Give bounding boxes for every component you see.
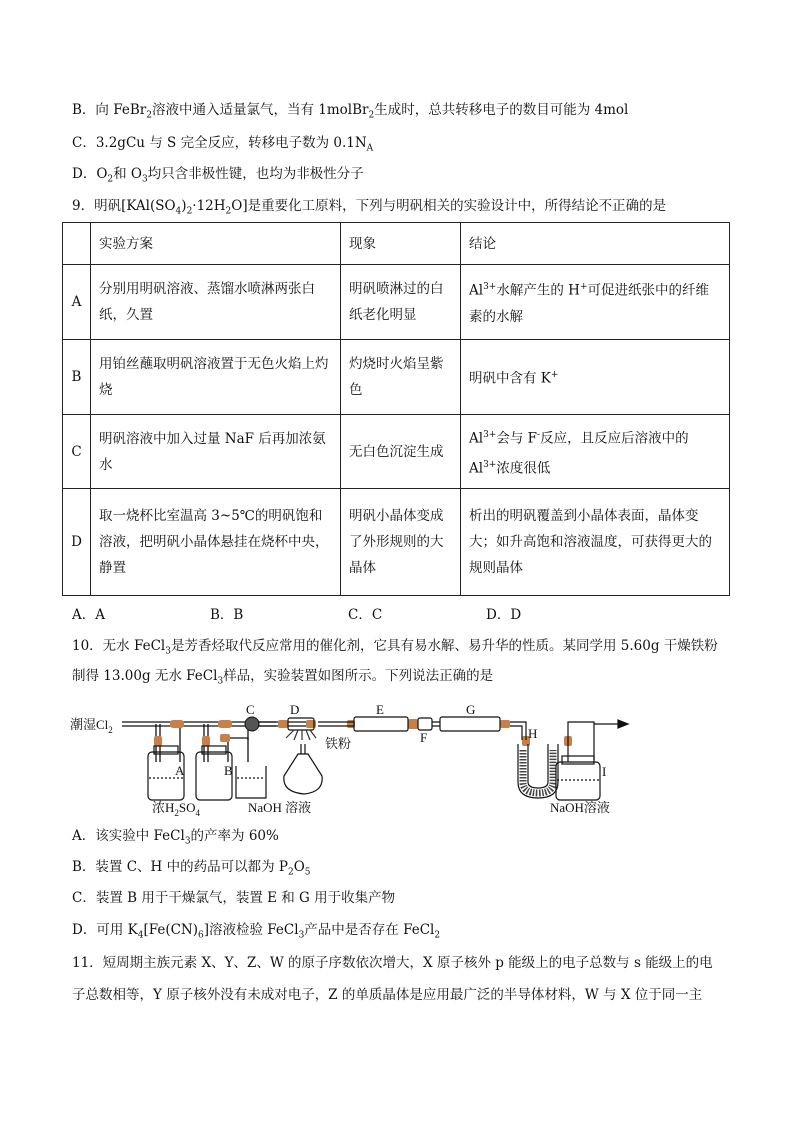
row-plan: 用铂丝蘸取明矾溶液置于无色火焰上灼烧	[91, 340, 341, 415]
row-label: A	[63, 265, 91, 340]
row-conclusion: $Al^{3+}$水解产生的 H+可促进纸张中的纤维素的水解	[461, 265, 730, 340]
q10-stem-line1: 10．无水 FeCl$_3$是芳香烃取代反应常用的催化剂，它具有易水解、易升华的性质。某同学用 5.60g 干燥铁粉	[72, 638, 718, 657]
connector-f	[418, 718, 440, 730]
collection-tube-g	[440, 717, 526, 740]
row-label: B	[63, 340, 91, 415]
iron-powder-label: 铁粉	[325, 736, 352, 751]
tube-connectors	[154, 719, 572, 746]
table-header-row	[63, 223, 730, 265]
q9-stem: 9．明矾$[KAl(SO_4)_2\cdot 12H_2O]$是重要化工原料，下列与明矾相关的实验设计中，所得结论不正确的是	[72, 198, 667, 217]
option-a: A．A	[72, 607, 105, 623]
option-d: D．D	[486, 607, 522, 623]
gas-tubing	[122, 722, 315, 762]
naoh-label-2: NaOH溶液	[550, 800, 610, 815]
apparatus-diagram	[70, 700, 640, 818]
label-i: I	[602, 764, 607, 779]
label-c: C	[246, 702, 255, 717]
table-row	[63, 415, 730, 489]
q11-line1: 11．短周期主族元素 X、Y、Z、W 的原子序数依次增大，X 原子核外 p 能级上的电子总数与 s 能级上的电	[72, 955, 713, 971]
label-f: F	[420, 730, 428, 745]
q8-option-d: D．$O_2$和 $O_3$均只含非极性键，也均为非极性分子	[72, 166, 364, 185]
row-phenomenon: 无白色沉淀生成	[341, 415, 461, 489]
label-a: A	[175, 763, 185, 778]
drying-tube-c	[245, 717, 276, 731]
absorption-bottle-i	[556, 720, 628, 800]
row-phenomenon: 灼烧时火焰呈紫色	[341, 340, 461, 415]
reaction-tube-d	[284, 718, 322, 794]
q10-option-d: D．可用 $K_4[Fe(CN)_6]$溶液检验 FeCl$_3$产品中是否存在 FeCl$_2$	[72, 922, 441, 941]
q8-option-b: B．向 FeBr$_2$溶液中通入适量氯气，当有 1molBr$_2$生成时，总共转移电子的数目可能为 4mol	[72, 102, 629, 121]
row-conclusion: $Al^{3+}$会与 F-反应，且反应后溶液中的 $Al^{3+}$浓度很低	[461, 415, 730, 489]
table-row	[63, 265, 730, 340]
label-h: H	[528, 726, 538, 741]
row-label: C	[63, 415, 91, 489]
label-e: E	[376, 702, 384, 717]
label-g: G	[466, 702, 476, 717]
experiment-table	[62, 222, 730, 596]
option-c: C．C	[348, 607, 383, 623]
q10-option-c: C．装置 B 用于干燥氯气，装置 E 和 G 用于收集产物	[72, 890, 396, 906]
row-conclusion: 析出的明矾覆盖到小晶体表面，晶体变大；如升高饱和溶液温度，可获得更大的规则晶体	[461, 489, 730, 596]
row-label: D	[63, 489, 91, 596]
u-tube-h	[518, 744, 558, 798]
row-plan: 明矾溶液中加入过量 NaF 后再加浓氨水	[91, 415, 341, 489]
header-phenomenon: 现象	[341, 223, 461, 265]
naoh-label-1: NaOH 溶液	[248, 800, 312, 815]
row-phenomenon: 明矾喷淋过的白纸老化明显	[341, 265, 461, 340]
q10-option-a: A．该实验中 FeCl$_3$的产率为 60%	[72, 828, 279, 847]
q10-stem-line2: 制得 13.00g 无水 FeCl$_3$样品，实验装置如图所示。下列说法正确的是	[72, 668, 494, 687]
row-phenomenon: 明矾小晶体变成了外形规则的大晶体	[341, 489, 461, 596]
collection-tube-e	[318, 717, 408, 731]
inlet-label: 潮湿$Cl_2$	[70, 717, 113, 735]
table-corner	[63, 223, 91, 265]
option-b: B．B	[210, 607, 244, 623]
q8-option-c: C．3.2gCu 与 S 完全反应，转移电子数为 $0.1N_A$	[72, 135, 374, 154]
label-b: B	[224, 763, 233, 778]
q10-option-b: B．装置 C、H 中的药品可以都为 $P_2O_5$	[72, 859, 311, 878]
row-conclusion: 明矾中含有 K+	[461, 340, 730, 415]
header-conclusion: 结论	[461, 223, 730, 265]
row-plan: 取一烧杯比室温高 3~5℃的明矾饱和溶液，把明矾小晶体悬挂在烧杯中央，静置	[91, 489, 341, 596]
q11-line2: 子总数相等，Y 原子核外没有未成对电子，Z 的单质晶体是应用最广泛的半导体材料，W 与 X 位于同一主	[72, 987, 703, 1003]
table-row	[63, 489, 730, 596]
row-plan: 分别用明矾溶液、蒸馏水喷淋两张白纸，久置	[91, 265, 341, 340]
naoh-beaker	[236, 766, 266, 798]
header-plan: 实验方案	[91, 223, 341, 265]
label-d: D	[290, 702, 300, 717]
table-row	[63, 340, 730, 415]
h2so4-label: 浓$H_2SO_4$	[152, 800, 201, 818]
